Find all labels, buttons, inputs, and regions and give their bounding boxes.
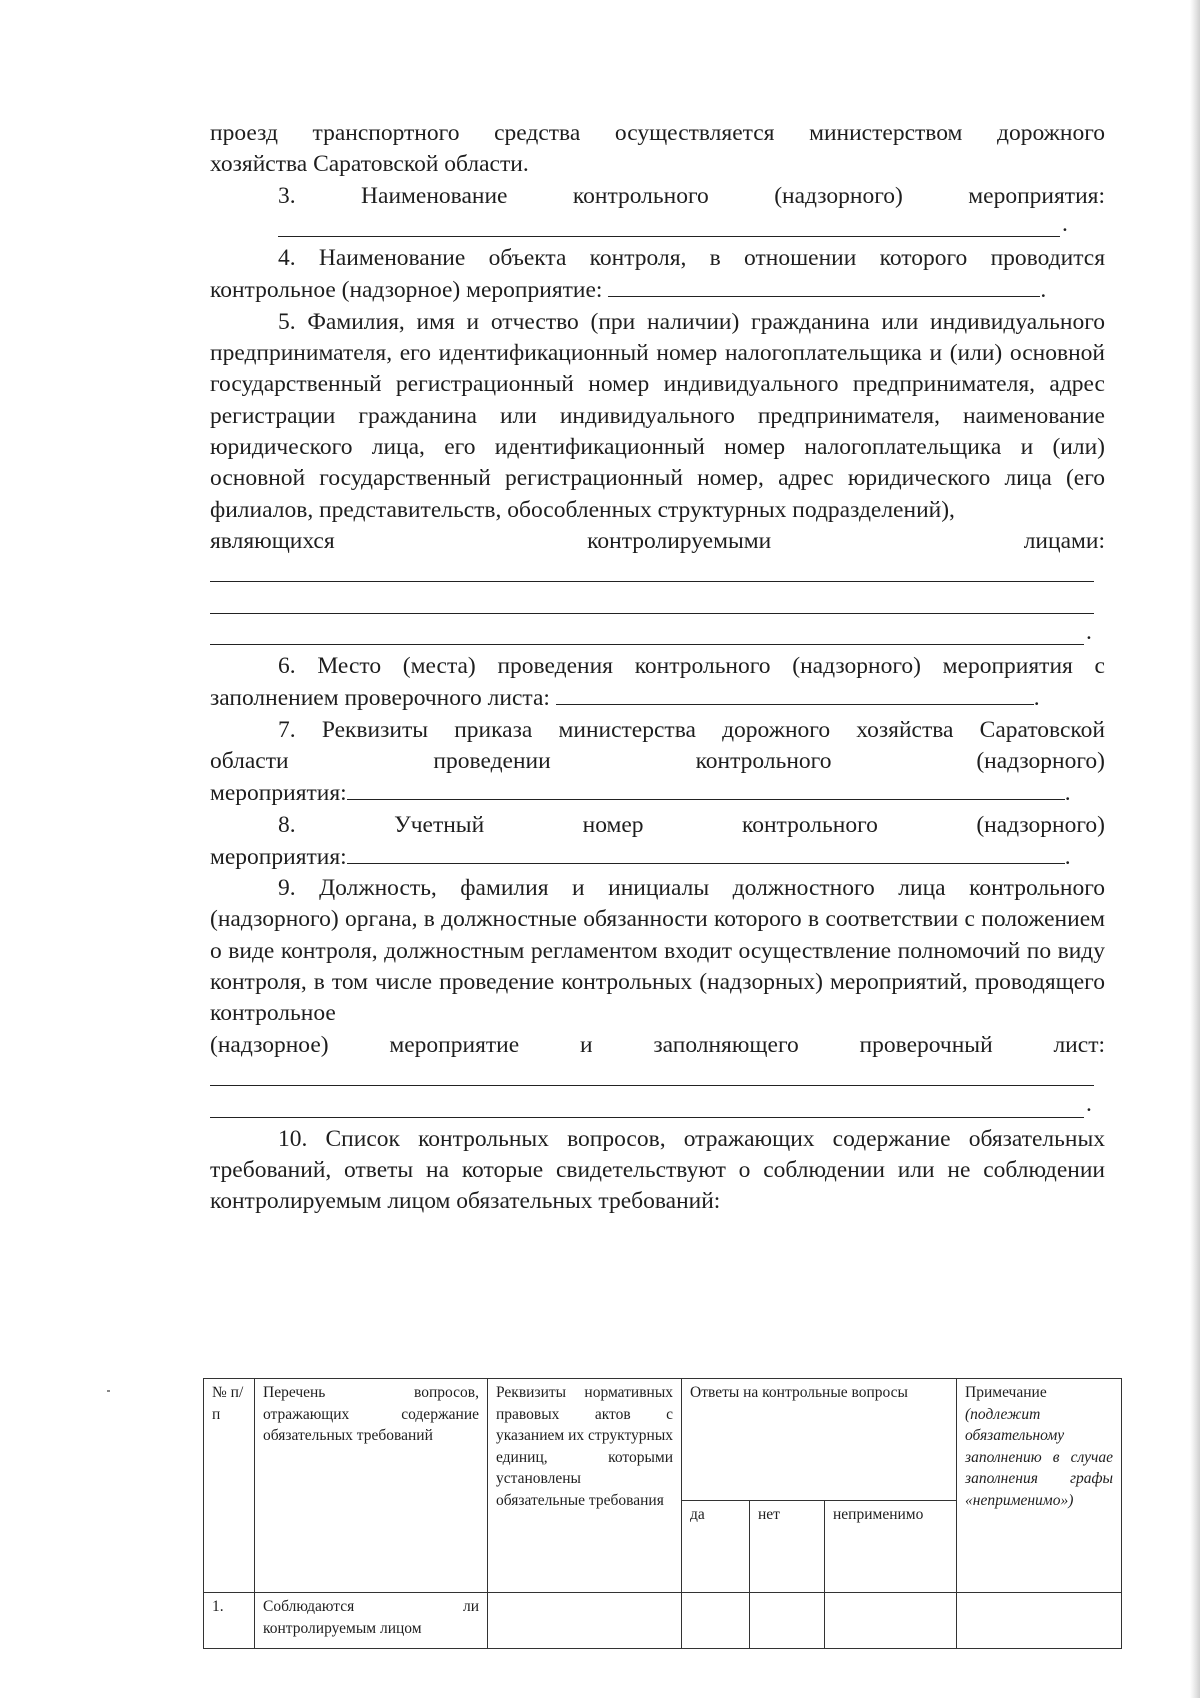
item-6-blank[interactable] xyxy=(556,682,1034,705)
table-row xyxy=(204,1593,1122,1649)
item-8-blank[interactable] xyxy=(347,841,1065,864)
item-5-text: 5. Фамилия, имя и отчество (при наличии) гражданина или индивидуального предпринимателя, его идентификационный номер налогоплательщика и (или) основной государственный регистрационный номер индивидуального предпринимателя, адрес регистрации гражданина или индивидуального предпринимателя, наименование юридического лица, его идентификационный номер налогоплательщика и (или) основной государственный регистрационный номер, адрес юридического лица (его филиалов, представительств, обособленных структурных подразделений), xyxy=(210,308,1105,523)
item-4-blank[interactable] xyxy=(608,274,1040,297)
header-legal-acts: Реквизиты нормативных правовых актов с указанием их структурных единиц, которыми установлены обязательные требования xyxy=(488,1379,682,1593)
item-5-blank-3[interactable]: . xyxy=(210,620,1105,651)
item-6-text-1: 6. Место (места) проведения контрольного (надзорного) мероприятия с xyxy=(278,653,1105,680)
header-note-title: Примечание xyxy=(965,1384,1047,1401)
item-7-text-1: 7. Реквизиты приказа министерства дорожного хозяйства Саратовской xyxy=(278,716,1105,743)
row-1-na-cell[interactable] xyxy=(825,1593,957,1649)
item-5-blank-2[interactable] xyxy=(210,588,1105,619)
item-8-text-2: мероприятия: . xyxy=(210,841,1105,873)
checklist-table xyxy=(203,1378,1122,1649)
document-body xyxy=(210,118,1105,1217)
item-7-text-2: области проведении контрольного (надзорного) xyxy=(210,747,1105,774)
header-questions: Перечень вопросов, отражающих содержание обязательных требований xyxy=(255,1379,488,1593)
header-not-applicable: неприменимо xyxy=(825,1501,957,1593)
table-header-row xyxy=(204,1379,1122,1501)
item-5-blank-1[interactable] xyxy=(210,557,1105,588)
header-no: нет xyxy=(750,1501,825,1593)
item-9-blank-2[interactable]: . xyxy=(210,1092,1105,1123)
item-4-text-1: 4. Наименование объекта контроля, в отношении которого проводится xyxy=(278,245,1105,272)
header-number: № п/п xyxy=(204,1379,255,1593)
item-7-text-3: мероприятия: . xyxy=(210,777,1105,809)
page-edge xyxy=(1190,0,1200,1698)
scan-mark xyxy=(107,1390,110,1392)
intro-line-2: хозяйства Саратовской области. xyxy=(210,151,529,178)
row-1-legal-acts[interactable] xyxy=(488,1593,682,1649)
header-answers: Ответы на контрольные вопросы xyxy=(682,1379,957,1501)
item-9-last-line: (надзорное) мероприятие и заполняющего проверочный лист: xyxy=(210,1031,1105,1058)
item-7-blank[interactable] xyxy=(347,777,1065,800)
item-6-text-2: заполнением проверочного листа: . xyxy=(210,682,1105,714)
item-3-text: 3. Наименование контрольного (надзорного) мероприятия: xyxy=(278,182,1105,209)
header-note xyxy=(957,1379,1122,1593)
header-yes: да xyxy=(682,1501,750,1593)
item-5-last-line: являющихся контролируемыми лицами: xyxy=(210,527,1105,554)
row-1-number: 1. xyxy=(204,1593,255,1649)
row-1-yes-cell[interactable] xyxy=(682,1593,750,1649)
header-note-detail: (подлежит обязательному заполнению в случае заполнения графы «неприменимо») xyxy=(965,1405,1114,1509)
row-1-no-cell[interactable] xyxy=(750,1593,825,1649)
item-3-blank[interactable]: . xyxy=(210,212,1105,243)
item-10-text: 10. Список контрольных вопросов, отражающих содержание обязательных требований, ответы на которые свидетельствуют о соблюдении или не соблюдении контролируемым лицом обязательных требований: xyxy=(210,1125,1105,1215)
item-9-blank-1[interactable] xyxy=(210,1061,1105,1092)
item-9-text: 9. Должность, фамилия и инициалы должностного лица контрольного (надзорного) органа, в должностные обязанности которого в соответствии с положением о виде контроля, должностным регламентом входит осуществление полномочий по виду контроля, в том числе проведение контрольных (надзорных) мероприятий, проводящего контрольное xyxy=(210,875,1105,1027)
intro-line-1: проезд транспортного средства осуществляется министерством дорожного xyxy=(210,120,1105,146)
item-4-text-2: контрольное (надзорное) мероприятие: . xyxy=(210,274,1105,306)
row-1-note-cell[interactable] xyxy=(957,1593,1122,1649)
row-1-question: Соблюдаются ли контролируемым лицом xyxy=(255,1593,488,1649)
item-8-text-1: 8. Учетный номер контрольного (надзорного) xyxy=(278,811,1105,838)
